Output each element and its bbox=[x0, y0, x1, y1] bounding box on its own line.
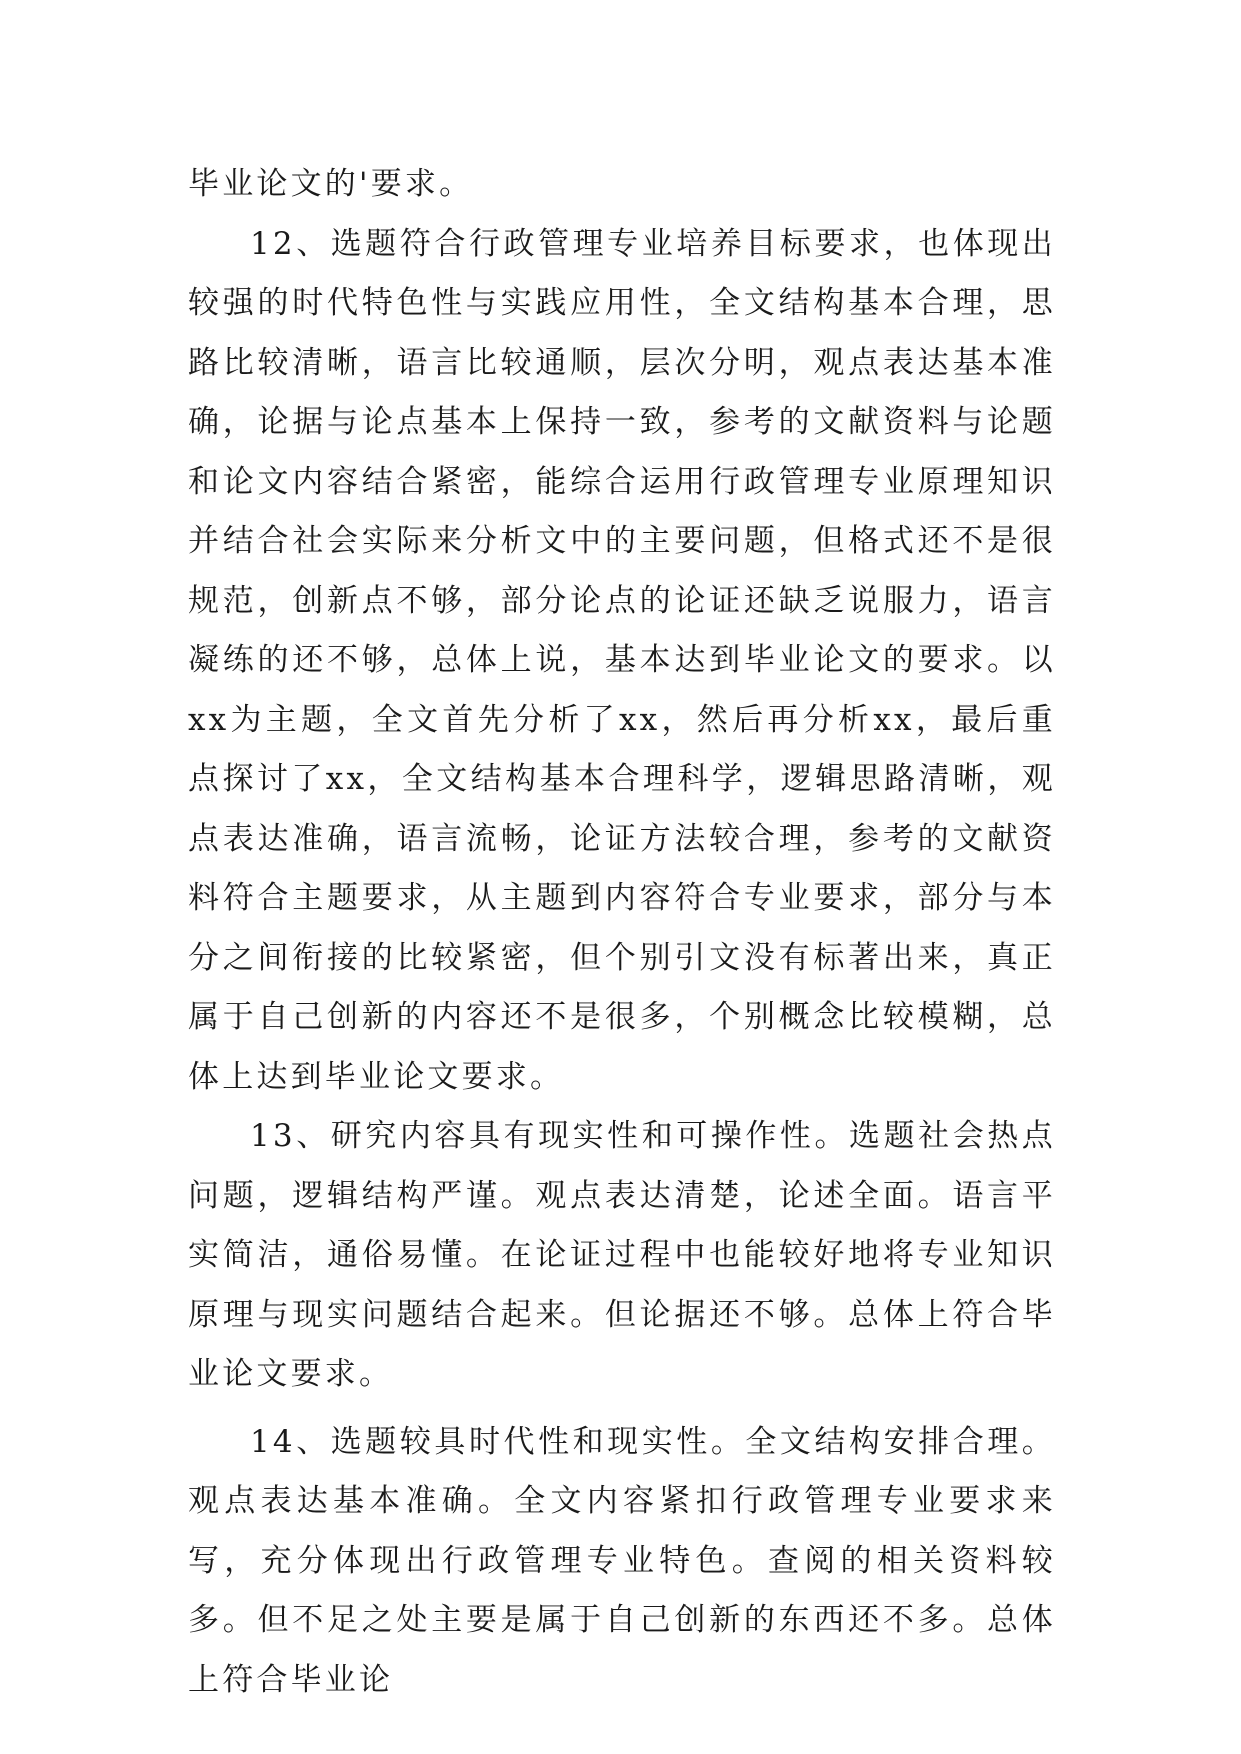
paragraph-gap bbox=[188, 1405, 1056, 1413]
paragraph-item-13: 13、研究内容具有现实性和可操作性。选题社会热点问题，逻辑结构严谨。观点表达清楚，论述全面。语言平实简洁，通俗易懂。在论证过程中也能较好地将专业知识原理与现实问题结合起来。但论据还不够。总体上符合毕业论文要求。 bbox=[188, 1118, 1056, 1392]
document-body bbox=[188, 155, 1056, 1710]
paragraph-item-12: 12、选题符合行政管理专业培养目标要求，也体现出较强的时代特色性与实践应用性，全文结构基本合理，思路比较清晰，语言比较通顺，层次分明，观点表达基本准确，论据与论点基本上保持一致，参考的文献资料与论题和论文内容结合紧密，能综合运用行政管理专业原理知识并结合社会实际来分析文中的主要问题，但格式还不是很规范，创新点不够，部分论点的论证还缺乏说服力，语言凝练的还不够，总体上说，基本达到毕业论文的要求。以xx为主题，全文首先分析了xx，然后再分析xx，最后重点探讨了xx，全文结构基本合理科学，逻辑思路清晰，观点表达准确，语言流畅，论证方法较合理，参考的文献资料符合主题要求，从主题到内容符合专业要求，部分与本分之间衔接的比较紧密，但个别引文没有标著出来，真正属于自己创新的内容还不是很多，个别概念比较模糊，总体上达到毕业论文要求。 bbox=[188, 225, 1056, 1095]
paragraph-continuation: 毕业论文的'要求。 bbox=[188, 166, 474, 202]
paragraph-item-14: 14、选题较具时代性和现实性。全文结构安排合理。观点表达基本准确。全文内容紧扣行政管理专业要求来写，充分体现出行政管理专业特色。查阅的相关资料较多。但不足之处主要是属于自己创新的东西还不多。总体上符合毕业论 bbox=[188, 1423, 1056, 1698]
